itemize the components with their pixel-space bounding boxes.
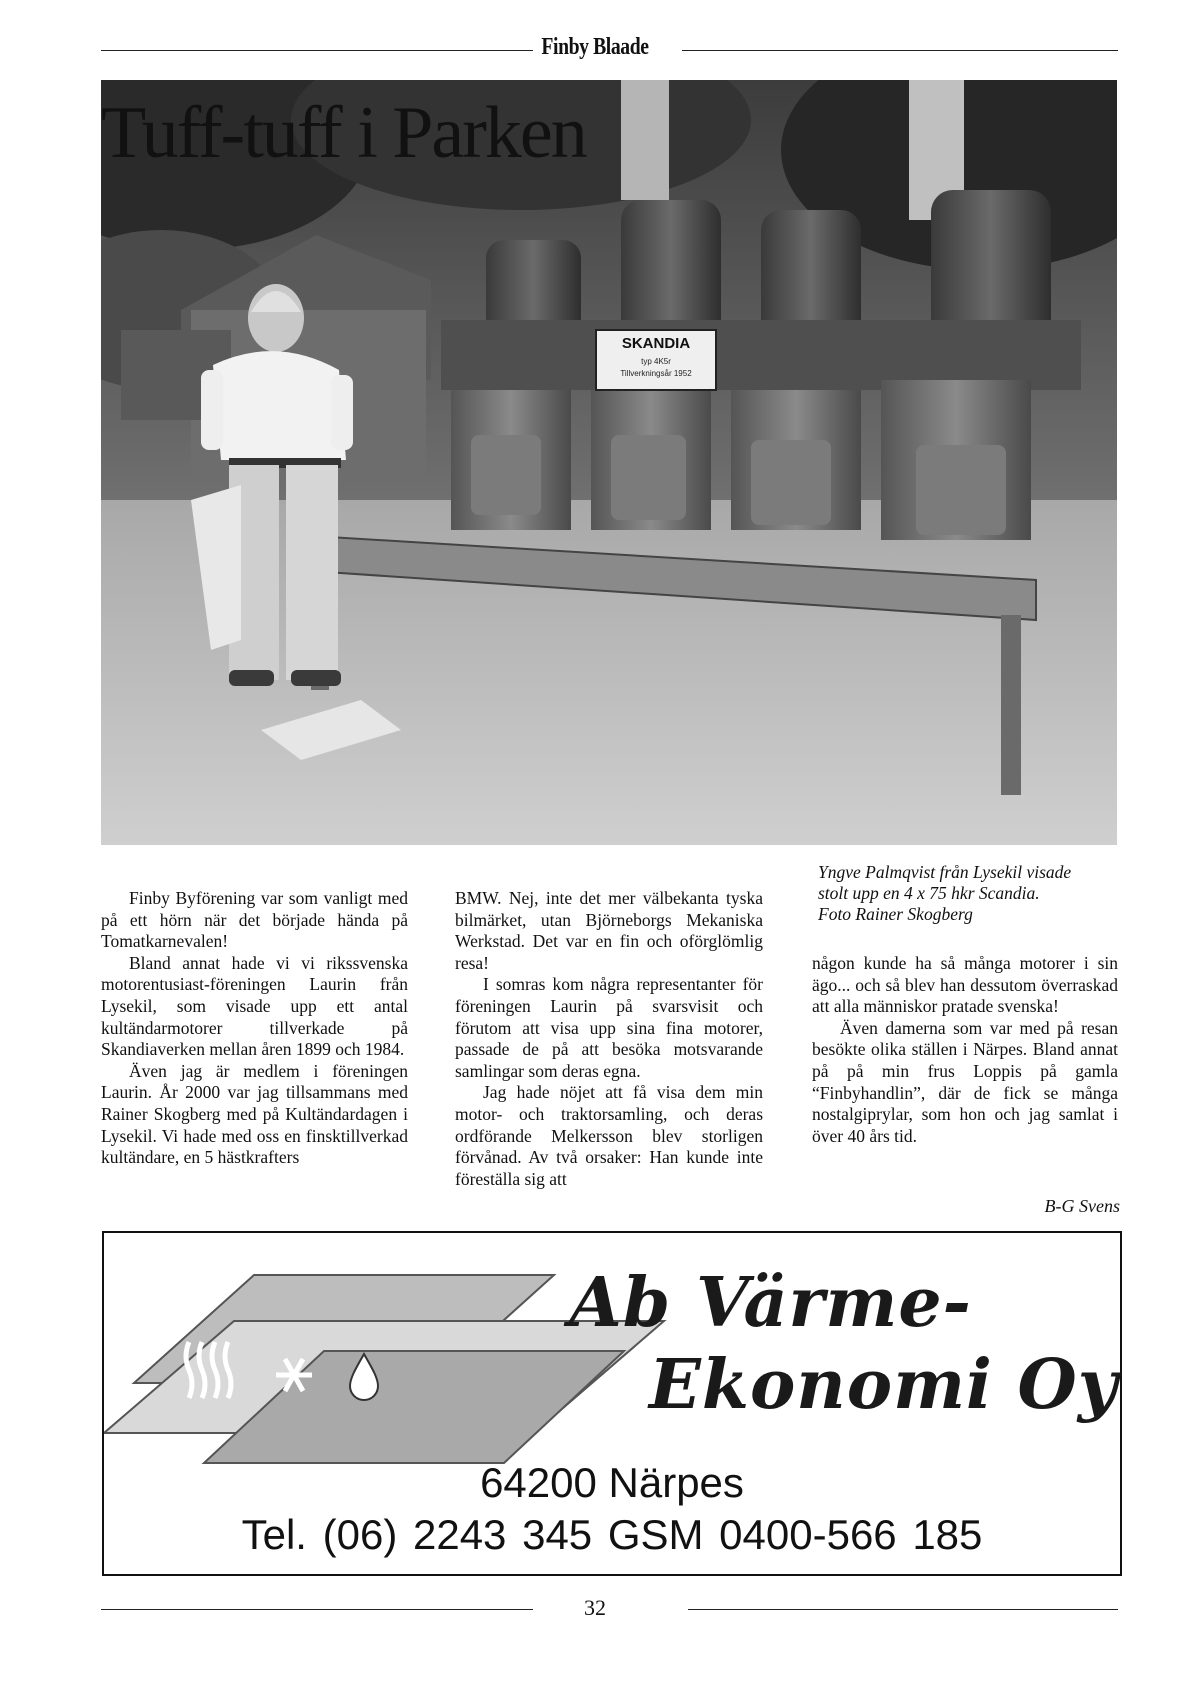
company-name-line-1: Ab Värme-	[569, 1263, 972, 1343]
article-column-2	[455, 888, 763, 1190]
photo-caption	[818, 862, 1118, 925]
sign-label: SKANDIA	[621, 335, 691, 352]
article-headline: Tuff-tuff i Parken	[101, 92, 586, 174]
author-signature: B-G Svens	[1044, 1196, 1120, 1216]
article-column-1	[101, 888, 408, 1169]
article-column-3	[812, 953, 1118, 1147]
ad-address: 64200 Närpes	[480, 1459, 744, 1506]
company-name-line-2: Ekonomi Oy	[649, 1345, 1119, 1425]
article-photo	[101, 80, 1117, 845]
engine-exhibit-illustration	[101, 80, 1117, 845]
footer-rule-right	[688, 1609, 1118, 1610]
paragraph: Även jag är medlem i föreningen Laurin. År 2000 var jag tillsammans med Rainer Skogberg med på Kultändardagen i Lysekil. Vi hade med oss en finsktillverkad kultändare, en 5 hästkrafters	[101, 1060, 408, 1168]
paragraph: I somras kom några representanter för föreningen Laurin på svarsvisit och förutom att visa upp sina fina motorer, passade de på att besöka motsvarande samlingar som deras egna.	[455, 974, 763, 1081]
photo-credit: Foto Rainer Skogberg	[818, 904, 973, 924]
ad-phone: Tel. (06) 2243 345 GSM 0400-566 185	[241, 1511, 983, 1558]
sign-sublabel-1: typ 4K5r	[641, 357, 671, 366]
paragraph: någon kunde ha så många motorer i sin ägo... och så blev han dessutom överraskad att alla människor pratade svenska!	[812, 953, 1118, 1017]
page-number: 32	[584, 1595, 606, 1620]
caption-line: stolt upp en 4 x 75 hkr Scandia.	[818, 883, 1040, 903]
paragraph: Även damerna som var med på resan besökte olika ställen i Närpes. Bland annat på på min frus Loppis på gamla “Finbyhandlin”, där de fick se många nostalgiprylar, som hon och jag samlat i över 40 års tid.	[812, 1017, 1118, 1146]
paragraph: BMW. Nej, inte det mer välbekanta tyska bilmärket, utan Björneborgs Mekaniska Werkstad. Det var en fin och oförglömlig resa!	[455, 888, 763, 973]
sign-sublabel-2: Tillverkningsår 1952	[620, 369, 692, 378]
advertisement	[102, 1231, 1122, 1576]
publication-title: Finby Blaade	[541, 34, 649, 60]
caption-line: Yngve Palmqvist från Lysekil visade	[818, 862, 1072, 882]
paragraph: Finby Byförening var som vanligt med på ett hörn när det började hända på Tomatkarnevalen!	[101, 888, 408, 952]
paragraph: Bland annat hade vi vi rikssvenska motorentusiast-föreningen Laurin från Lysekil, som visade upp ett antal kultändarmotorer tillverkade på Skandiaverken mellan åren 1899 och 1984.	[101, 952, 408, 1060]
paragraph: Jag hade nöjet att få visa dem min motor- och traktorsamling, och deras ordförande Melkersson blev storligen förvånad. Av två orsaker: Han kunde inte föreställa sig att	[455, 1082, 763, 1189]
header-rule-right	[682, 50, 1118, 51]
